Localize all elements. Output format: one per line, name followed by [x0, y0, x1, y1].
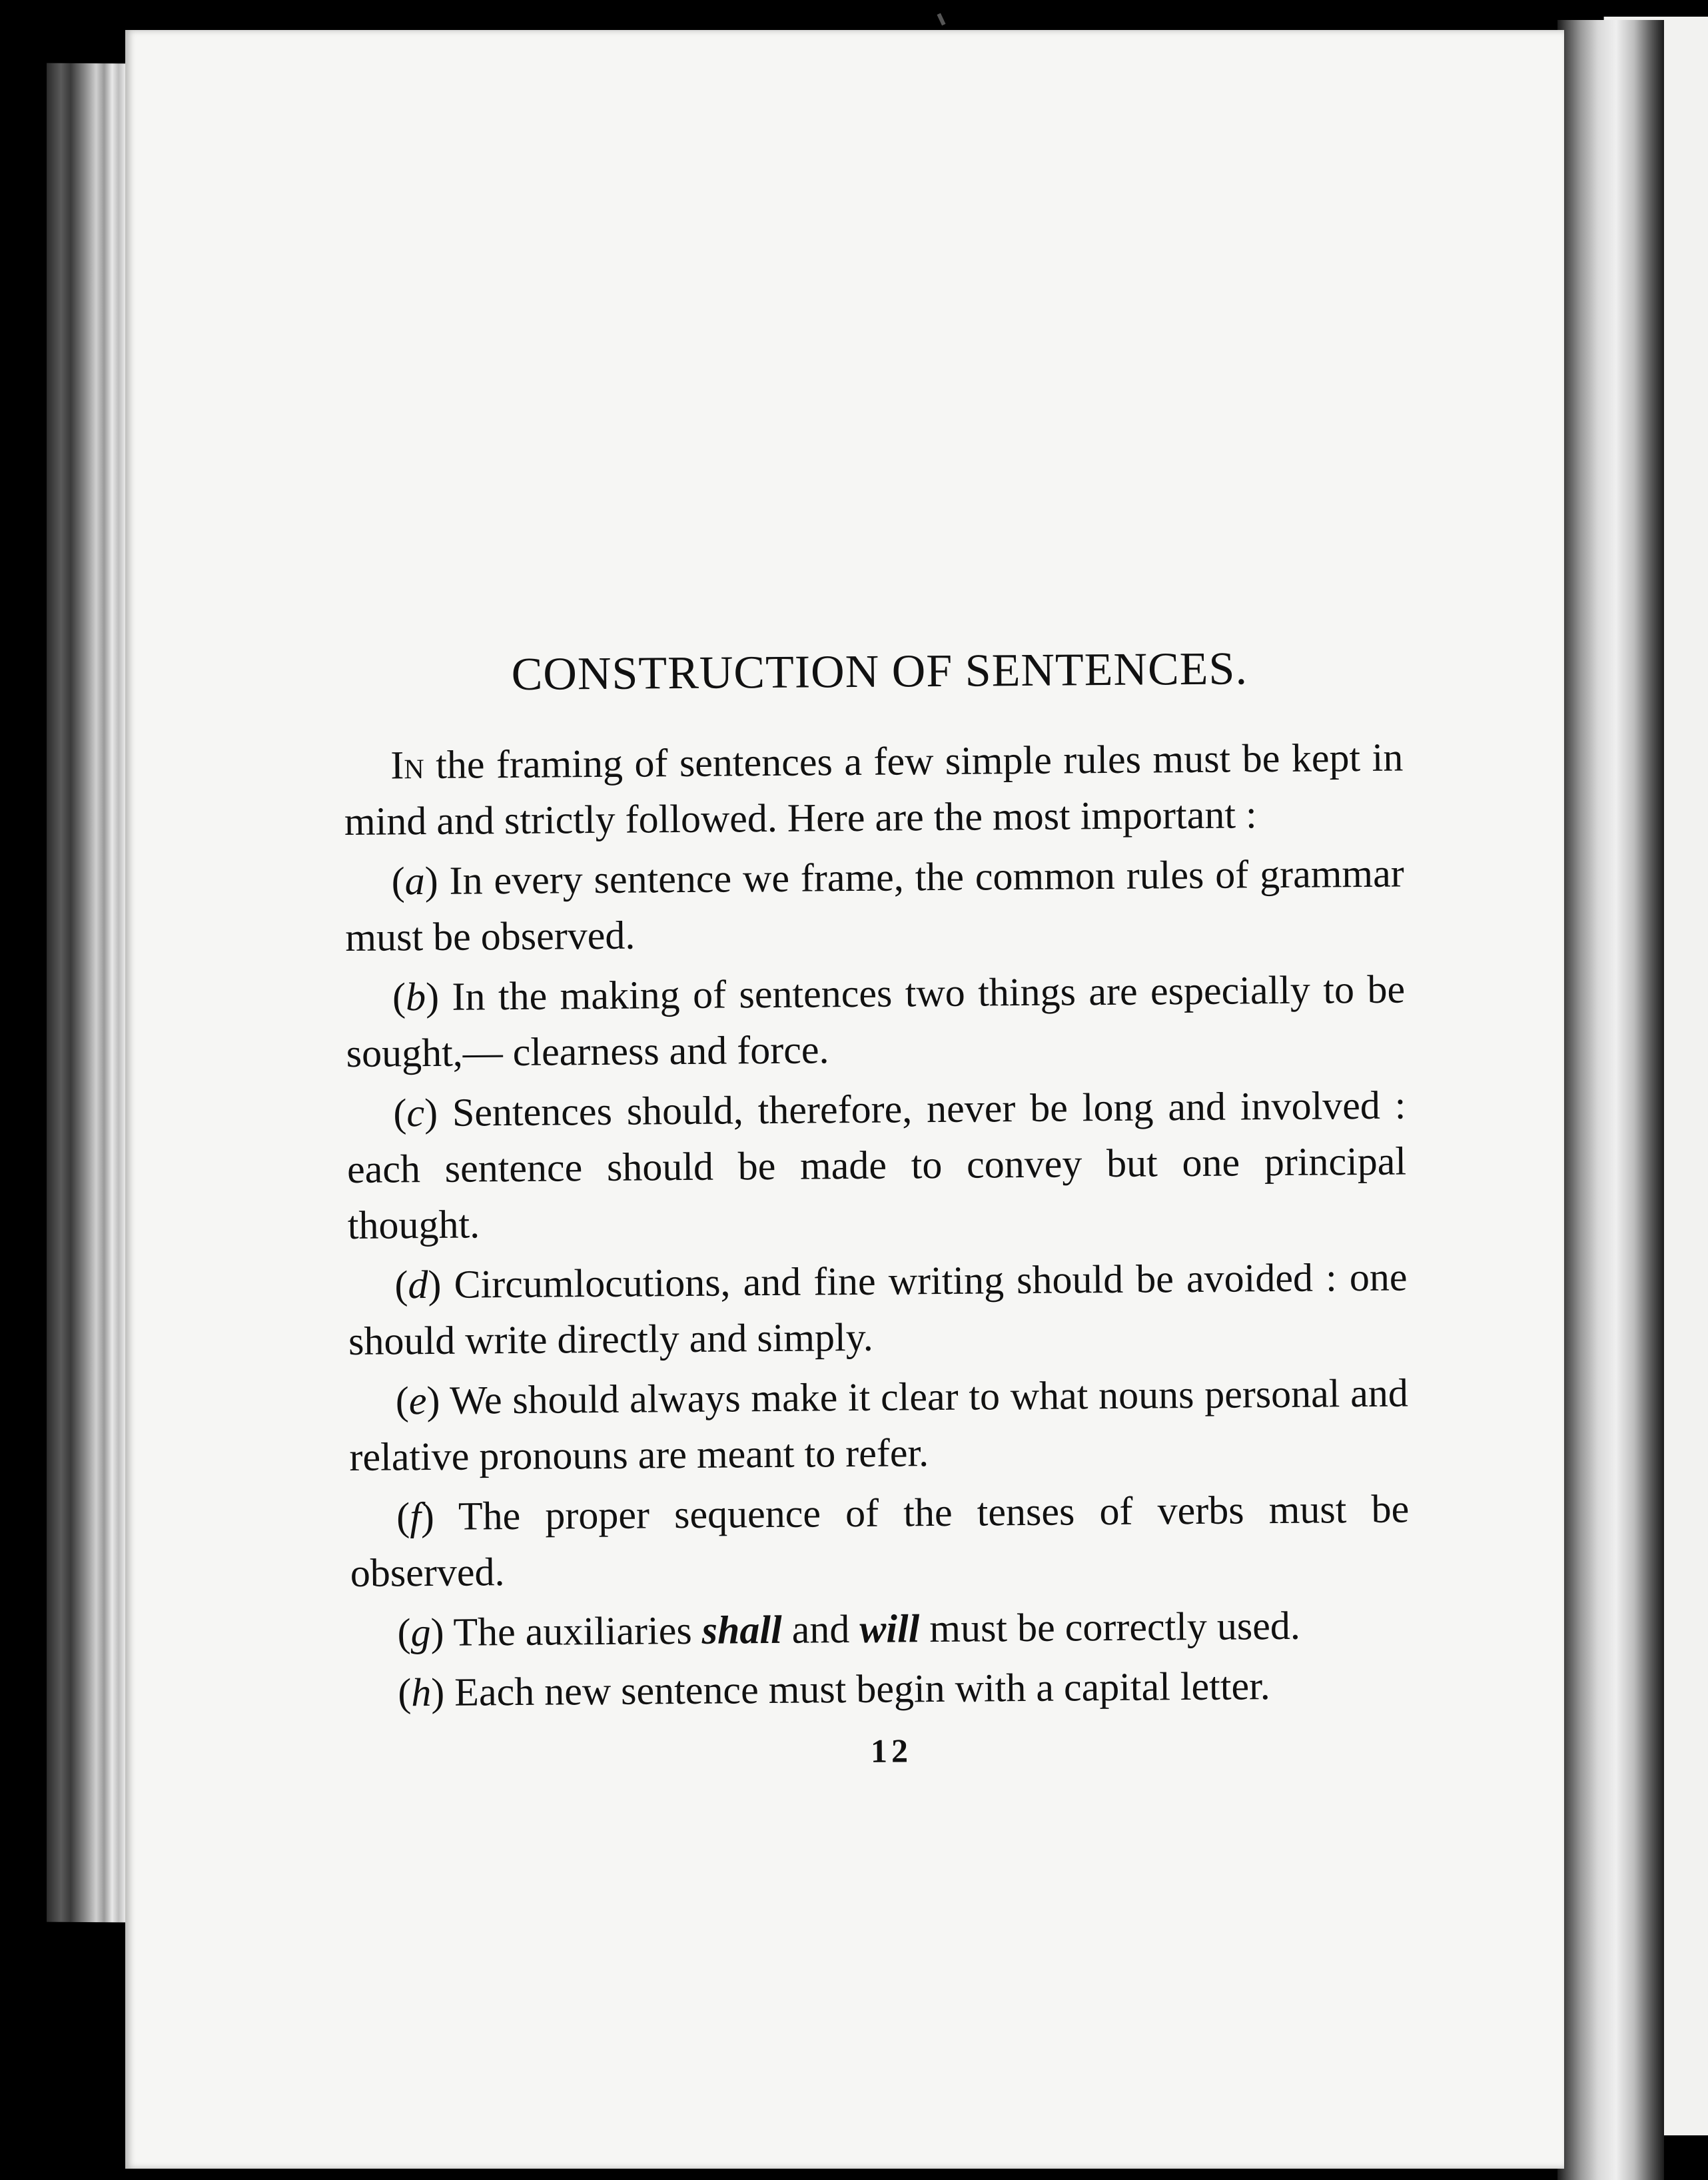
book-left-edge	[47, 63, 127, 1923]
rule-e: (e) We should always make it clear to what nouns personal and relative pronouns are meant to refer.	[349, 1370, 1409, 1479]
rule-g: (g) The auxiliaries shall and will must be correctly used.	[397, 1603, 1301, 1655]
intro-text: the framing of sentences a few simple rules must be kept in mind and strictly followed. Here are the most important :	[344, 735, 1404, 843]
rule-d: (d) Circumlocutions, and fine writing should be avoided : one should write directly and simply.	[348, 1255, 1408, 1363]
emphasis-will: will	[859, 1606, 920, 1651]
rule-marker: e	[408, 1378, 427, 1423]
rule-text: In the making of sentences two things are especially to be sought,— clearness and force.	[346, 967, 1406, 1075]
rule-text: Each new sentence must begin with a capital letter.	[444, 1664, 1271, 1714]
page-content	[343, 642, 1411, 1774]
rule-text: We should always make it clear to what nouns personal and relative pronouns are meant to refer.	[349, 1370, 1409, 1479]
rule-marker: c	[406, 1091, 425, 1135]
rule-f: (f) The proper sequence of the tenses of verbs must be observed.	[350, 1486, 1410, 1595]
page-number: 12	[870, 1732, 913, 1770]
rule-text-mid: and	[781, 1606, 860, 1652]
rule-text-after: must be correctly used.	[919, 1603, 1301, 1651]
rule-text-before: The auxiliaries	[444, 1608, 702, 1654]
book-binding-edge	[1557, 20, 1664, 2180]
rule-marker: b	[405, 975, 426, 1019]
rule-text: In every sentence we frame, the common rules of grammar must be observed.	[345, 851, 1404, 959]
rule-b: (b) In the making of sentences two things are especially to be sought,— clearness and force.	[346, 967, 1406, 1075]
rule-c: (c) Sentences should, therefore, never be long and involved : each sentence should be made to convey but one principal thought.	[346, 1083, 1407, 1247]
rule-text: The proper sequence of the tenses of verbs must be observed.	[350, 1486, 1410, 1595]
rule-text: Sentences should, therefore, never be long and involved : each sentence should be made to convey but one principal thought.	[346, 1083, 1407, 1247]
chapter-title: CONSTRUCTION OF SENTENCES.	[511, 643, 1248, 701]
rule-h: (h) Each new sentence must begin with a capital letter.	[398, 1664, 1271, 1715]
rule-marker: h	[411, 1670, 432, 1715]
scan-mark	[937, 13, 945, 26]
rule-text: Circumlocutions, and fine writing should be avoided : one should write directly and simply.	[348, 1255, 1408, 1363]
rule-marker: d	[408, 1263, 428, 1307]
rule-a: (a) In every sentence we frame, the common rules of grammar must be observed.	[345, 851, 1404, 959]
intro-smallcaps: In	[390, 743, 424, 788]
intro-paragraph	[344, 730, 1404, 849]
rule-marker: a	[404, 859, 425, 903]
rule-marker: g	[410, 1610, 431, 1655]
rule-marker: f	[409, 1494, 422, 1539]
emphasis-shall: shall	[701, 1607, 782, 1652]
